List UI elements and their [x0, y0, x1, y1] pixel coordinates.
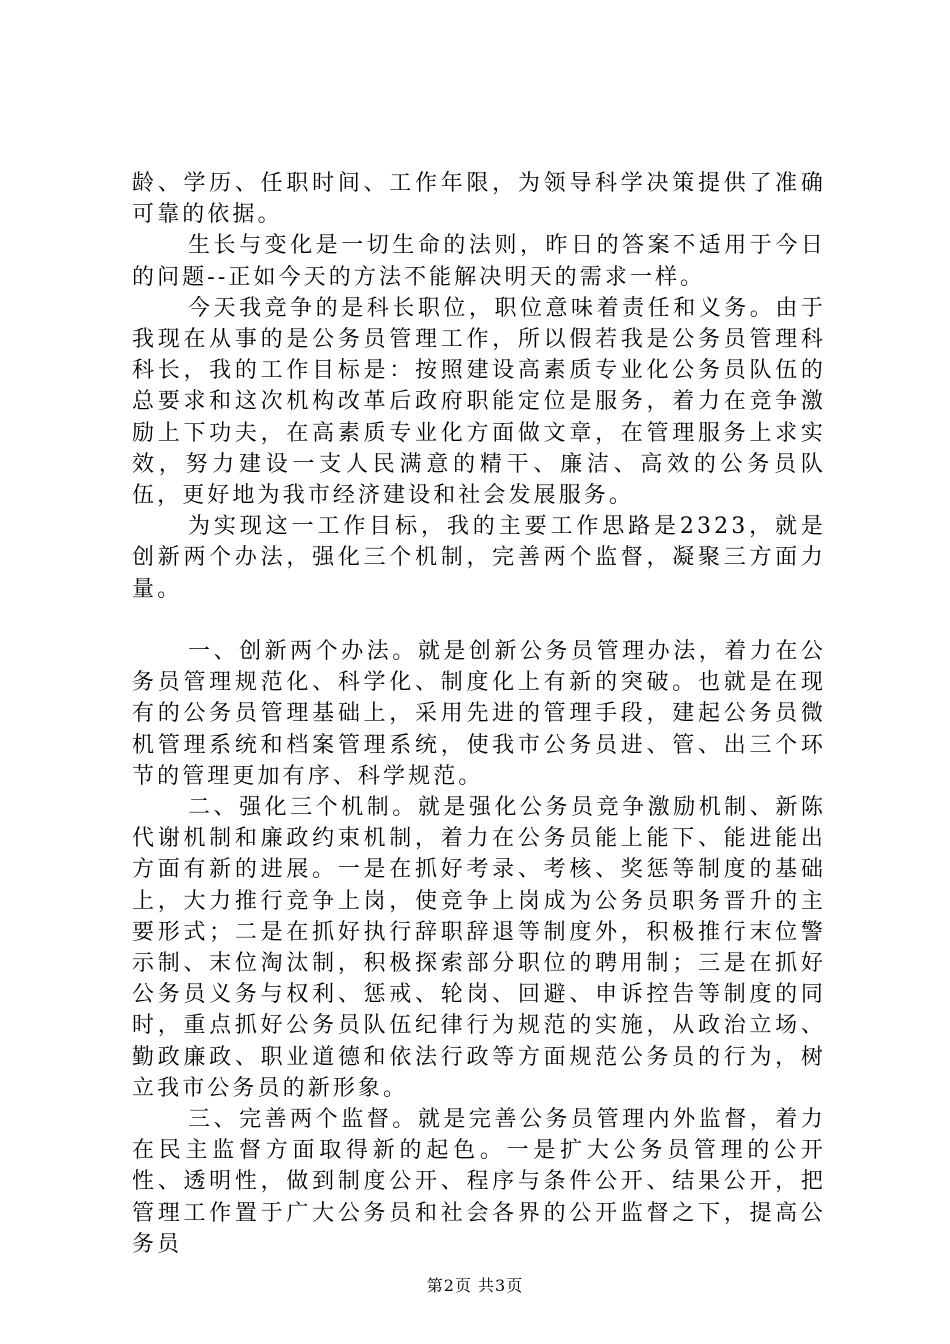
paragraph-work-goal: 今天我竞争的是科长职位，职位意味着责任和义务。由于我现在从事的是公务员管理工作，所以假若我是公务员管理科科长，我的工作目标是：按照建设高素质专业化公务员队伍的总要求和这次机构改革后政府职能定位是服务，着力在竞争激励上下功夫，在高素质专业化方面做文章，在管理服务上求实效，努力建设一支人民满意的精干、廉洁、高效的公务员队伍，更好地为我市经济建设和社会发展服务。: [132, 295, 826, 509]
paragraph-section-three: 三、完善两个监督。就是完善公务员管理内外监督，着力在民主监督方面取得新的起色。一是扩大公务员管理的公开性、透明性，做到制度公开、程序与条件公开、结果公开，把管理工作置于广大公务员和社会各界的公开监督之下，提高公务员: [132, 1107, 826, 1257]
paragraph-work-approach: 为实现这一工作目标，我的主要工作思路是2323，就是创新两个办法，强化三个机制，完善两个监督，凝聚三方面力量。: [132, 514, 826, 602]
paragraph-section-two: 二、强化三个机制。就是强化公务员竞争激励机制、新陈代谢机制和廉政约束机制，着力在公务员能上能下、能进能出方面有新的进展。一是在抓好考录、考核、奖惩等制度的基础上，大力推行竞争上岗，使竞争上岗成为公务员职务晋升的主要形式；二是在抓好执行辞职辞退等制度外，积极推行末位警示制、末位淘汰制，积极探索部分职位的聘用制；三是在抓好公务员义务与权利、惩戒、轮岗、回避、申诉控告等制度的同时，重点抓好公务员队伍纪律行为规范的实施，从政治立场、勤政廉政、职业道德和依法行政等方面规范公务员的行为，树立我市公务员的新形象。: [132, 795, 826, 1101]
paragraph-growth-and-change: 生长与变化是一切生命的法则，昨日的答案不适用于今日的问题--正如今天的方法不能解决明天的需求一样。: [132, 233, 826, 290]
paragraph-continued: 龄、学历、任职时间、工作年限，为领导科学决策提供了准确可靠的依据。: [132, 171, 826, 228]
document-body: [132, 168, 826, 1260]
paragraph-section-one: 一、创新两个办法。就是创新公务员管理办法，着力在公务员管理规范化、科学化、制度化上有新的突破。也就是在现有的公务员管理基础上，采用先进的管理手段，建起公务员微机管理系统和档案管理系统，使我市公务员进、管、出三个环节的管理更加有序、科学规范。: [132, 639, 826, 789]
blank-line: [132, 605, 826, 636]
page-number-footer: 第2页 共3页: [426, 1276, 524, 1295]
